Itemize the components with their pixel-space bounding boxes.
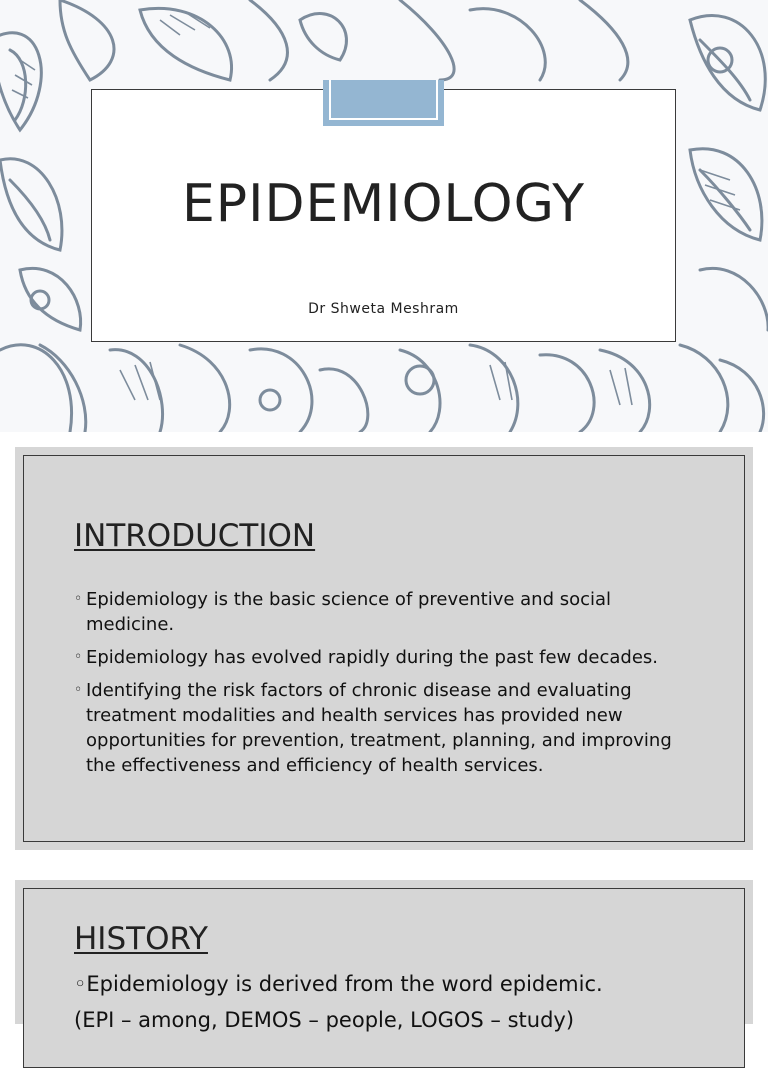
list-item: ◦ Epidemiology is the basic science of preventive and social medicine.: [74, 589, 612, 635]
history-slide: [15, 880, 753, 1032]
slide-frame: [23, 455, 745, 842]
history-line-2: (EPI – among, DEMOS – people, LOGOS – study): [74, 1008, 575, 1032]
list-item: ◦ Epidemiology has evolved rapidly during the past few decades.: [74, 647, 659, 668]
introduction-bullet-list: [74, 587, 694, 786]
introduction-heading: INTRODUCTION: [74, 518, 316, 554]
slide-title: EPIDEMIOLOGY: [181, 174, 586, 234]
introduction-slide: [15, 447, 753, 850]
history-line-1: ◦Epidemiology is derived from the word epidemic.: [74, 972, 603, 996]
list-item: ◦ Identifying the risk factors of chronic disease and evaluating treatment modalities and health services has provided new opportunities for prevention, treatment, planning, and improving the effectiveness and efficiency of health services.: [74, 680, 672, 776]
title-accent-tab: [323, 80, 444, 126]
title-card: [91, 89, 676, 342]
history-heading: HISTORY: [74, 921, 208, 957]
slide-frame: [23, 888, 745, 1068]
title-slide: [0, 0, 768, 432]
slide-subtitle: Dr Shweta Meshram: [308, 301, 459, 317]
